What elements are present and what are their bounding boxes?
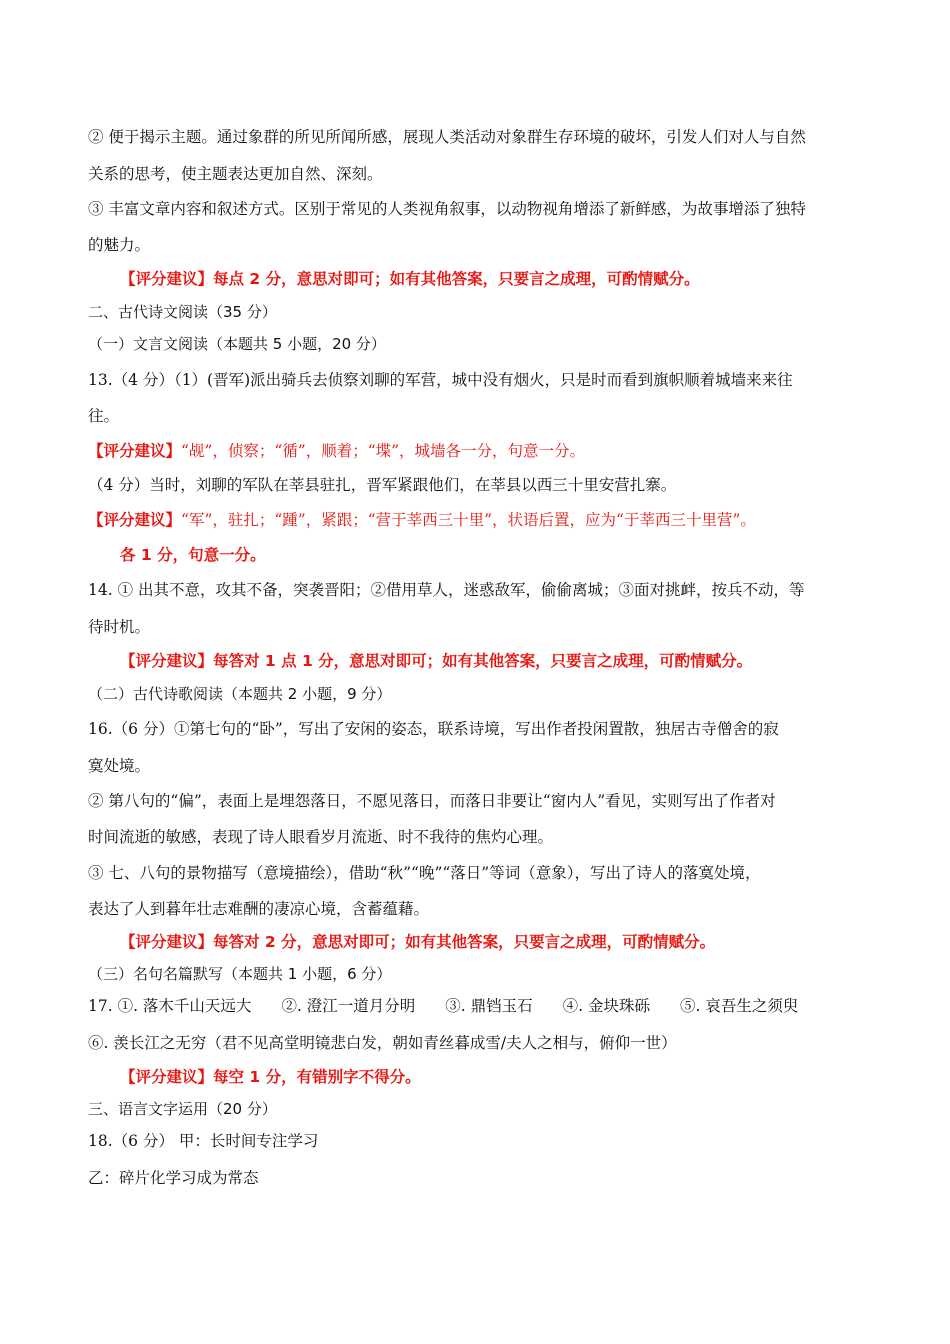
answer-line: ② 便于揭示主题。通过象群的所见所闻所感，展现人类活动对象群生存环境的破坏，引发人们对人与自然 xyxy=(88,128,806,146)
subsection-heading: （三）名句名篇默写（本题共 1 小题，6 分） xyxy=(88,965,392,983)
scoring-note xyxy=(88,509,756,531)
answer-line: 14. ① 出其不意，攻其不备，突袭晋阳；②借用草人，迷惑敌军，偷偷离城；③面对挑衅，按兵不动，等 xyxy=(88,581,805,599)
answer-line: 关系的思考，使主题表达更加自然、深刻。 xyxy=(88,165,383,183)
scoring-note: 【评分建议】每点 2 分，意思对即可；如有其他答案，只要言之成理，可酌情赋分。 xyxy=(120,270,700,288)
answer-line: 13.（4 分）（1）(晋军)派出骑兵去侦察刘聊的军营，城中没有烟火，只是时而看到旗帜顺着城墙来来往 xyxy=(88,371,793,389)
scoring-note: 【评分建议】每答对 2 分，意思对即可；如有其他答案，只要言之成理，可酌情赋分。 xyxy=(120,933,716,951)
answer-line: ③ 丰富文章内容和叙述方式。区别于常见的人类视角叙事，以动物视角增添了新鲜感，为故事增添了独特 xyxy=(88,200,806,218)
answer-line: 乙：碎片化学习成为常态 xyxy=(88,1169,259,1187)
answer-line: 的魅力。 xyxy=(88,236,151,254)
dictation-item: ②. 澄江一道月分明 xyxy=(281,997,416,1015)
dictation-item: ④. 金块珠砾 xyxy=(562,997,651,1015)
scoring-note: 【评分建议】每空 1 分，有错别字不得分。 xyxy=(120,1068,421,1086)
dictation-item: ⑤. 哀吾生之须臾 xyxy=(680,997,799,1015)
answer-line: 寞处境。 xyxy=(88,757,151,775)
answer-line: （4 分）当时，刘聊的军队在莘县驻扎，晋军紧跟他们，在莘县以西三十里安营扎寨。 xyxy=(88,476,677,494)
dictation-answers xyxy=(88,995,798,1017)
section-heading: 三、语言文字运用（20 分） xyxy=(88,1100,277,1118)
scoring-note: 各 1 分，句意一分。 xyxy=(120,546,266,564)
answer-line: 表达了人到暮年壮志难酬的凄凉心境，含蓄蕴藉。 xyxy=(88,900,430,918)
section-heading: 二、古代诗文阅读（35 分） xyxy=(88,303,277,321)
answer-line: 18.（6 分） 甲：长时间专注学习 xyxy=(88,1132,319,1150)
answer-line: 时间流逝的敏感，表现了诗人眼看岁月流逝、时不我待的焦灼心理。 xyxy=(88,828,554,846)
scoring-note: 【评分建议】每答对 1 点 1 分，意思对即可；如有其他答案，只要言之成理，可酌情赋分。 xyxy=(120,652,753,670)
answer-line: ② 第八句的“偏”，表面上是埋怨落日，不愿见落日，而落日非要让“窗内人”看见，实则写出了作者对 xyxy=(88,792,776,810)
scoring-note xyxy=(88,440,585,462)
subsection-heading: （一）文言文阅读（本题共 5 小题，20 分） xyxy=(88,335,386,353)
scoring-text: “觇”，侦察；“循”，顺着；“堞”，城墙各一分，句意一分。 xyxy=(181,442,586,460)
dictation-item: ③. 鼎铛玉石 xyxy=(445,997,533,1015)
subsection-heading: （二）古代诗歌阅读（本题共 2 小题，9 分） xyxy=(88,685,392,703)
scoring-text: “军”，驻扎；“踵”，紧跟；“营于莘西三十里”，状语后置，应为“于莘西三十里营”。 xyxy=(181,511,756,529)
answer-line: ⑥. 羡长江之无穷（君不见高堂明镜悲白发，朝如青丝暮成雪/夫人之相与，俯仰一世） xyxy=(88,1034,677,1052)
scoring-tag: 【评分建议】 xyxy=(88,511,182,529)
answer-line: 待时机。 xyxy=(88,618,151,636)
answer-line: ③ 七、八句的景物描写（意境描绘），借助“秋”“晚”“落日”等词（意象），写出了诗人的落寞处境， xyxy=(88,864,761,882)
dictation-item: 17. ①. 落木千山天远大 xyxy=(88,997,252,1015)
answer-line: 往。 xyxy=(88,407,120,425)
scoring-tag: 【评分建议】 xyxy=(88,442,182,460)
answer-line: 16.（6 分）①第七句的“卧”，写出了安闲的姿态，联系诗境，写出作者投闲置散，独居古寺僧舍的寂 xyxy=(88,720,779,738)
